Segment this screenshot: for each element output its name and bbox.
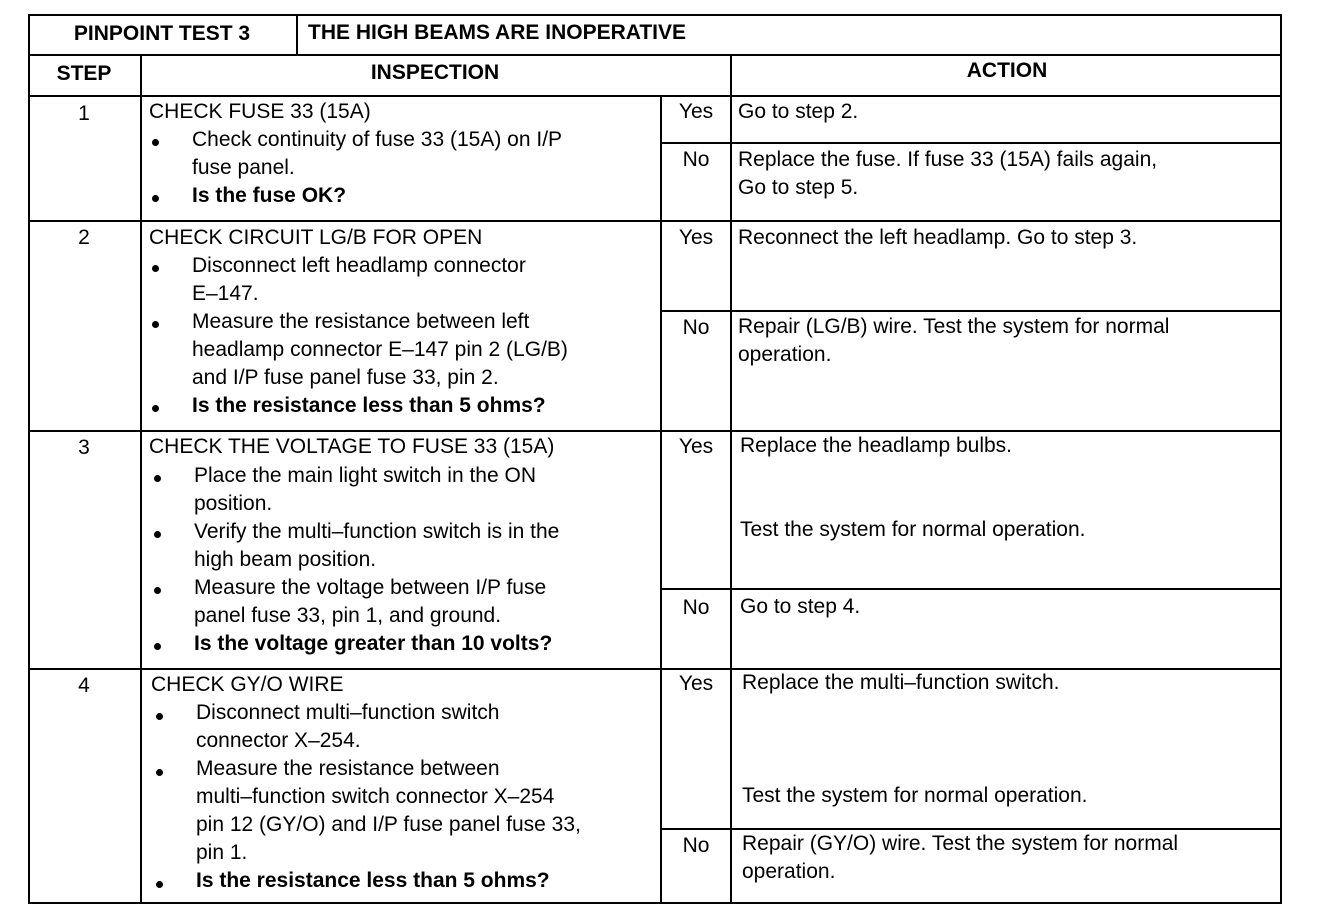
inspection-question: Is the resistance less than 5 ohms? <box>192 394 546 417</box>
no-action: operation. <box>742 860 836 883</box>
yes-label: Yes <box>678 226 714 249</box>
step-number: 1 <box>78 102 90 125</box>
inspection-line: pin 1. <box>196 841 248 864</box>
yes-action: Replace the multi–function switch. <box>742 671 1060 694</box>
no-action: Go to step 4. <box>740 595 861 618</box>
step-number: 3 <box>78 436 90 459</box>
no-action: Repair (GY/O) wire. Test the system for normal <box>742 832 1179 855</box>
step-title: CHECK CIRCUIT LG/B FOR OPEN <box>149 226 483 249</box>
inspection-question: Is the resistance less than 5 ohms? <box>196 869 550 892</box>
bullet-icon <box>152 405 159 412</box>
inspection-line: panel fuse 33, pin 1, and ground. <box>194 604 502 627</box>
yes-action: Test the system for normal operation. <box>740 518 1086 541</box>
yesno-column-line <box>660 96 662 904</box>
bullet-icon <box>156 881 163 888</box>
inspection-line: Check continuity of fuse 33 (15A) on I/P <box>192 128 563 151</box>
inspection-line: Disconnect left headlamp connector <box>192 254 526 277</box>
yes-no-separator <box>660 588 1282 590</box>
column-header-action: ACTION <box>966 59 1048 82</box>
inspection-line: Measure the resistance between <box>196 757 500 780</box>
inspection-line: pin 12 (GY/O) and I/P fuse panel fuse 33, <box>196 813 581 836</box>
step-title: CHECK GY/O WIRE <box>151 673 344 696</box>
yes-label: Yes <box>678 100 714 123</box>
no-action: Repair (LG/B) wire. Test the system for normal <box>738 315 1170 338</box>
yes-action: Go to step 2. <box>738 100 859 123</box>
column-header-step: STEP <box>56 62 112 85</box>
header-divider <box>296 14 298 56</box>
inspection-line: fuse panel. <box>192 156 295 179</box>
yes-action: Test the system for normal operation. <box>742 784 1088 807</box>
no-label: No <box>682 316 710 339</box>
inspection-line: multi–function switch connector X–254 <box>196 785 555 808</box>
column-header-inspection: INSPECTION <box>370 61 500 84</box>
no-action: operation. <box>738 343 832 366</box>
bullet-icon <box>152 321 159 328</box>
yes-no-separator <box>660 310 1282 312</box>
inspection-line: Disconnect multi–function switch <box>196 701 500 724</box>
step-separator <box>28 220 1282 222</box>
inspection-line: connector X–254. <box>196 729 361 752</box>
pinpoint-test-table <box>28 14 1282 904</box>
inspection-line: headlamp connector E–147 pin 2 (LG/B) <box>192 338 568 361</box>
yes-no-separator <box>660 142 1282 144</box>
bullet-icon <box>156 713 163 720</box>
no-label: No <box>682 148 710 171</box>
no-label: No <box>682 834 710 857</box>
header-rule <box>28 54 1282 56</box>
no-label: No <box>682 596 710 619</box>
bullet-icon <box>156 769 163 776</box>
step-title: CHECK FUSE 33 (15A) <box>149 100 371 123</box>
yes-label: Yes <box>678 672 714 695</box>
step-separator <box>28 430 1282 432</box>
inspection-line: position. <box>194 492 273 515</box>
step-title: CHECK THE VOLTAGE TO FUSE 33 (15A) <box>149 435 555 458</box>
step-column-line <box>140 54 142 904</box>
column-header-rule <box>28 95 1282 97</box>
bullet-icon <box>154 643 161 650</box>
inspection-line: Place the main light switch in the ON <box>194 464 536 487</box>
yes-action: Replace the headlamp bulbs. <box>740 434 1013 457</box>
bullet-icon <box>154 475 161 482</box>
action-column-line <box>730 54 732 904</box>
no-action: Go to step 5. <box>738 176 859 199</box>
inspection-question: Is the voltage greater than 10 volts? <box>194 632 553 655</box>
bullet-icon <box>154 587 161 594</box>
bullet-icon <box>152 139 159 146</box>
inspection-line: Measure the voltage between I/P fuse <box>194 576 547 599</box>
inspection-line: Verify the multi–function switch is in the <box>194 520 560 543</box>
test-title: THE HIGH BEAMS ARE INOPERATIVE <box>308 21 687 44</box>
inspection-question: Is the fuse OK? <box>192 184 347 207</box>
bullet-icon <box>152 265 159 272</box>
inspection-line: E–147. <box>192 282 259 305</box>
step-separator <box>28 668 1282 670</box>
yes-action: Reconnect the left headlamp. Go to step 3. <box>738 226 1138 249</box>
step-number: 4 <box>78 674 90 697</box>
bullet-icon <box>152 195 159 202</box>
yes-label: Yes <box>678 435 714 458</box>
inspection-line: and I/P fuse panel fuse 33, pin 2. <box>192 366 499 389</box>
inspection-line: high beam position. <box>194 548 377 571</box>
bullet-icon <box>154 531 161 538</box>
test-id: PINPOINT TEST 3 <box>73 22 251 45</box>
inspection-line: Measure the resistance between left <box>192 310 530 333</box>
no-action: Replace the fuse. If fuse 33 (15A) fails again, <box>738 148 1158 171</box>
step-number: 2 <box>78 226 90 249</box>
